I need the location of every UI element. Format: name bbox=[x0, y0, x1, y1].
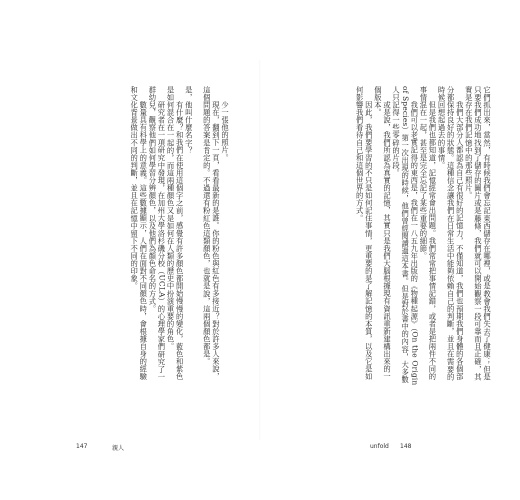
page-number: 148 bbox=[400, 443, 412, 450]
paragraph: 我們可以老實記得的東西是，我們在一八五九年出版的《物種起源》（On the Origin of Species）第一次出現的時候，他們曾經閱讀過這本書。但是對於書中的內容，大多數人只記得一些零碎的片段。 bbox=[392, 86, 420, 386]
paragraph: 是，他叫什麼名字？ bbox=[184, 86, 194, 154]
right-page-text bbox=[280, 86, 492, 386]
paragraph: 數量具有科學上的意義。這些數據顯示，人們在面對不同顏色時，會根據自身的經驗和文化背景做出不同的判斷，並且在記憶中留下不同的印象。 bbox=[130, 86, 149, 380]
right-page bbox=[260, 0, 520, 500]
paragraph: 研究者在一項研究中發現，在加州大學洛杉磯分校（UCLA）的心理學家們研究了一群幼兒，觀察他們如何學習分辨顏色，以及他們為顏色命名的方式。 bbox=[148, 86, 167, 381]
paragraph: 因此，我們要學習的不只是如何記住事情，更重要的是了解記憶的本質，以及它是如何影響我們看待自己和這個世界的方式。 bbox=[355, 86, 374, 380]
paragraph: 但是我們也都知道，記憶經常會出問題。我們常常把事情記錯，或者是把兩件不同的事情混在一起，甚至是完全忘記了某些重要的細節。 bbox=[419, 86, 438, 380]
paragraph: 或是說，我們所認為真實的記憶，其實只是我們大腦根據現有資訊重新建構出來的一個版本。 bbox=[373, 86, 392, 380]
paragraph: 有什麼？和我們在使用這個字之前，感覺有許多顏色都開始慢慢的變化，藍色和紫色是如何混合在一起的，而這兩種顏色又是如何在人類的歷史中扮演重要的角色。 bbox=[166, 86, 185, 380]
paragraph: 少一張他的照片。 bbox=[221, 100, 230, 161]
page-number: 147 bbox=[76, 443, 88, 450]
running-head: unfold bbox=[370, 443, 389, 450]
paragraph: 現在，翻到下一頁，看看最新的是誰。你的粉色與紅色有多接近？對於許多人來說，這個問題的答案是肯定的。不過還有粉紅色這類顏色，也就是說，這兩個顏色都是。 bbox=[202, 86, 221, 380]
running-head: 親人 bbox=[112, 445, 125, 452]
paragraph: 它們抓出來，當然，有時候我們會忘記東西儲存在哪裡，或是教會我們失去了健康；但是只要我們成功地找到了儲存的圖片或是藤條，我們就可以開始觀察一段可靠而且正確，其實是存在我們記憶中的那些照片。 bbox=[464, 86, 492, 381]
left-page-text bbox=[92, 86, 230, 386]
paragraph: 我們大部分人都認為自己有很好的記憶力，不僅知道，我們也預期我們身體的各個部分都保持良好的狀態。這種信念讓我們在日常生活中能夠依賴自己的判斷，並且在需要的時候回想起過去的事情。 bbox=[437, 86, 465, 381]
